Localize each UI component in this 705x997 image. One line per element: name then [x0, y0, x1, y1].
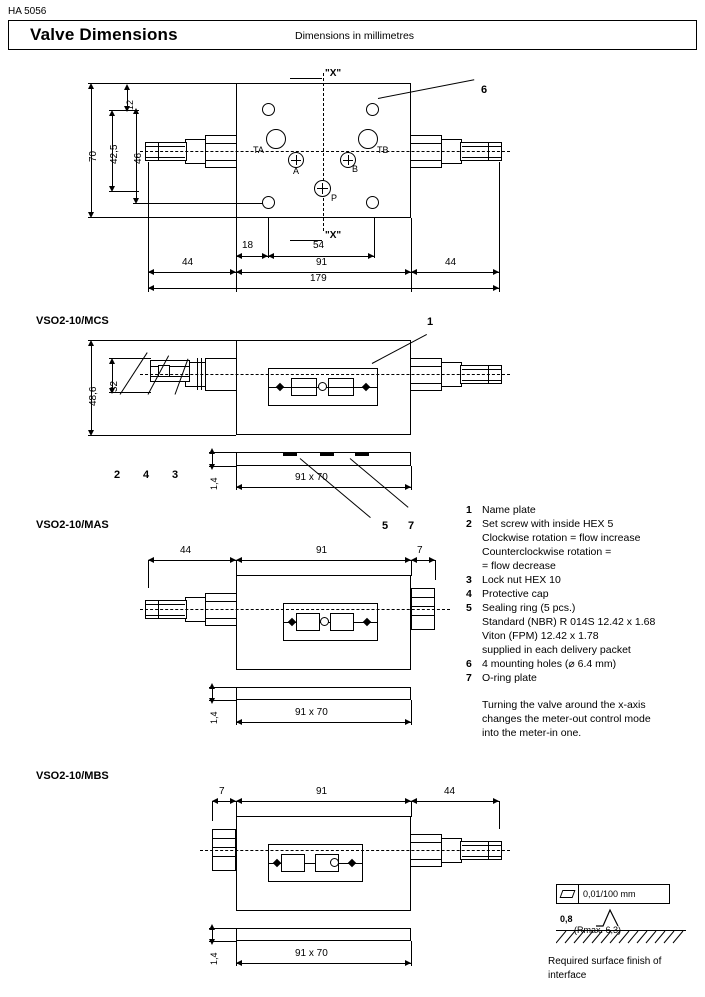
- legend-text-5-1: Standard (NBR) R 014S 12.42 x 1.68: [482, 616, 656, 628]
- legend-item-3: [466, 573, 691, 587]
- legend-text-3-0: Lock nut HEX 10: [482, 574, 561, 586]
- legend-text-2-2: Counterclockwise rotation =: [482, 546, 612, 558]
- port-label-TA: TA: [253, 145, 264, 155]
- legend-note: [466, 698, 691, 740]
- legend-list: [466, 503, 691, 740]
- dim-1-4-mcs: 1,4: [209, 477, 219, 490]
- roughness-value: 0,8: [560, 914, 573, 924]
- dim-91x70-mbs: 91 x 70: [295, 948, 328, 959]
- mounting-hole-br: [366, 196, 379, 209]
- dim-12: 12: [125, 99, 135, 110]
- legend-text-5-0: Sealing ring (5 pcs.): [482, 602, 576, 614]
- callout-3-mcs: 3: [172, 469, 179, 481]
- legend-text-6-0: 4 mounting holes (⌀ 6.4 mm): [482, 658, 617, 670]
- oring-plate-mas: [236, 687, 411, 700]
- model-label-mas: VSO2-10/MAS: [36, 519, 109, 531]
- legend-note-line-1: Turning the valve around the x-axis: [482, 699, 646, 711]
- legend-text-2-3: = flow decrease: [482, 560, 556, 572]
- port-TB: [358, 129, 378, 149]
- oring-plate-mbs: [236, 928, 411, 941]
- dim-91-mas: 91: [316, 545, 328, 556]
- centerline-vertical: [323, 73, 324, 231]
- legend-note-line-2: changes the meter-out control mode: [482, 713, 651, 725]
- port-label-B: B: [352, 164, 359, 174]
- legend-item-5: [466, 601, 691, 657]
- dim-1-4-mbs: 1,4: [209, 952, 219, 965]
- dim-179: 179: [310, 273, 327, 284]
- mounting-hole-tr: [366, 103, 379, 116]
- dim-32: 32: [109, 380, 120, 392]
- dim-44-left: 44: [182, 257, 194, 268]
- dim-44-mas: 44: [180, 545, 192, 556]
- mounting-hole-bl: [262, 196, 275, 209]
- callout-5-mcs: 5: [382, 520, 389, 532]
- legend-item-7: [466, 671, 691, 685]
- dim-91x70-mcs: 91 x 70: [295, 472, 328, 483]
- dim-179-line: [148, 288, 499, 289]
- axis-label-x-bottom: "X": [325, 230, 342, 241]
- legend-item-1: [466, 503, 691, 517]
- legend-text-7-0: O-ring plate: [482, 672, 537, 684]
- dim-91x70-mas: 91 x 70: [295, 707, 328, 718]
- legend-number-2: 2: [466, 518, 472, 530]
- legend-item-2: [466, 517, 691, 573]
- surface-caption-line-2: interface: [548, 970, 587, 981]
- legend-text-5-3: supplied in each delivery packet: [482, 644, 631, 656]
- dim-91: 91: [316, 257, 328, 268]
- model-label-mcs: VSO2-10/MCS: [36, 315, 109, 327]
- surface-caption-line-1: Required surface finish of: [548, 956, 662, 967]
- dim-44-right: 44: [445, 257, 457, 268]
- legend-item-4: [466, 587, 691, 601]
- flatness-value: 0,01/100 mm: [583, 889, 636, 899]
- callout-6: 6: [481, 84, 488, 96]
- legend-text-2-1: Clockwise rotation = flow increase: [482, 532, 641, 544]
- page-title: Valve Dimensions: [30, 25, 178, 44]
- legend-number-1: 1: [466, 504, 472, 516]
- legend-number-7: 7: [466, 672, 472, 684]
- dim-7-mbs: 7: [219, 786, 225, 797]
- dim-7-mas: 7: [417, 545, 423, 556]
- legend-number-3: 3: [466, 574, 472, 586]
- callout-1-mcs: 1: [427, 316, 434, 328]
- legend-item-6: [466, 657, 691, 671]
- dim-91-mbs: 91: [316, 786, 328, 797]
- axis-label-x-top: "X": [325, 68, 342, 79]
- dim-44-left-line: [148, 272, 236, 273]
- dim-18: 18: [242, 240, 254, 251]
- dim-70: 70: [88, 150, 99, 162]
- legend-text-1-0: Name plate: [482, 504, 536, 516]
- legend-text-5-2: Viton (FPM) 12.42 x 1.78: [482, 630, 599, 642]
- port-label-A: A: [293, 166, 300, 176]
- legend-number-4: 4: [466, 588, 472, 600]
- legend-note-line-3: into the meter-in one.: [482, 727, 582, 739]
- legend-text-2-0: Set screw with inside HEX 5: [482, 518, 614, 530]
- legend-text-4-0: Protective cap: [482, 588, 549, 600]
- document-code: HA 5056: [8, 6, 47, 17]
- hatch-pattern: [556, 931, 686, 945]
- legend-number-6: 6: [466, 658, 472, 670]
- dim-48-6: 48,6: [88, 386, 99, 406]
- dim-44-mbs: 44: [444, 786, 456, 797]
- callout-2-mcs: 2: [114, 469, 121, 481]
- port-TA: [266, 129, 286, 149]
- header-subtitle: Dimensions in millimetres: [295, 30, 415, 42]
- model-label-mbs: VSO2-10/MBS: [36, 770, 109, 782]
- legend-number-5: 5: [466, 602, 472, 614]
- dim-46: 46: [133, 152, 144, 164]
- port-label-TB: TB: [377, 145, 389, 155]
- mounting-hole-tl: [262, 103, 275, 116]
- callout-7-mcs: 7: [408, 520, 415, 532]
- dim-1-4-mas: 1,4: [209, 711, 219, 724]
- callout-4-mcs: 4: [143, 469, 150, 481]
- port-label-P: P: [331, 193, 338, 203]
- dim-42-5: 42,5: [109, 144, 120, 164]
- dim-44-right-line: [411, 272, 499, 273]
- centerline-horizontal: [140, 151, 510, 152]
- dim-54: 54: [313, 240, 325, 251]
